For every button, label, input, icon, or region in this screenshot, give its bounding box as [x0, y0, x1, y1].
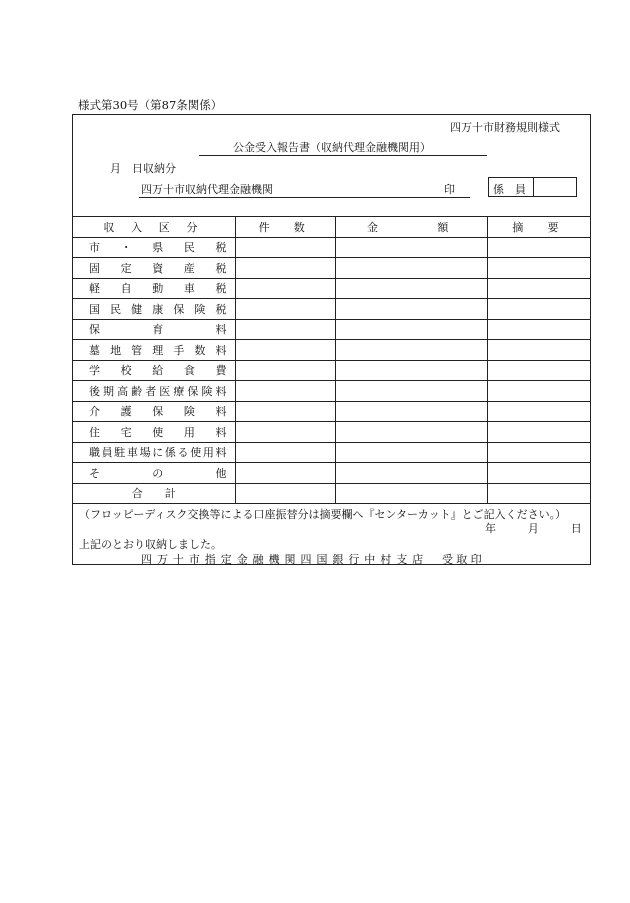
category-label: 市・県民税 — [73, 237, 235, 258]
table-row — [73, 340, 590, 361]
amount-cell[interactable] — [335, 381, 487, 402]
remarks-cell[interactable] — [487, 401, 590, 422]
count-cell[interactable] — [235, 442, 335, 463]
category-label: 軽自動車税 — [73, 278, 235, 299]
date-fields: 年 月 日 — [485, 522, 586, 535]
receipt-seal: 受取印 — [442, 553, 485, 566]
amount-cell[interactable] — [335, 278, 487, 299]
table-row — [73, 360, 590, 381]
header-remarks: 摘 要 — [487, 217, 590, 238]
amount-cell[interactable] — [335, 340, 487, 361]
count-cell[interactable] — [235, 258, 335, 279]
table-row — [73, 422, 590, 443]
amount-cell[interactable] — [335, 237, 487, 258]
title-underline — [199, 155, 487, 156]
category-label: 保育料 — [73, 319, 235, 340]
receipt-statement: 上記のとおり収納しました。 — [79, 538, 222, 551]
remarks-cell[interactable] — [487, 463, 590, 484]
form-title: 公金受入報告書（収納代理金融機関用） — [233, 141, 431, 154]
total-count-cell[interactable] — [235, 483, 335, 504]
revenue-table — [73, 216, 590, 504]
count-cell[interactable] — [235, 319, 335, 340]
category-label: 後期高齢者医療保険料 — [73, 381, 235, 402]
amount-cell[interactable] — [335, 463, 487, 484]
count-cell[interactable] — [235, 463, 335, 484]
receiving-bank: 四万十市指定金融機関四国銀行中村支店 — [141, 553, 429, 566]
count-cell[interactable] — [235, 360, 335, 381]
remarks-cell[interactable] — [487, 381, 590, 402]
category-label: 学校給食費 — [73, 360, 235, 381]
table-row — [73, 442, 590, 463]
count-cell[interactable] — [235, 401, 335, 422]
amount-cell[interactable] — [335, 299, 487, 320]
category-label: 墓地管理手数料 — [73, 340, 235, 361]
header-amount: 金 額 — [335, 217, 487, 238]
count-cell[interactable] — [235, 278, 335, 299]
count-cell[interactable] — [235, 381, 335, 402]
remarks-cell[interactable] — [487, 299, 590, 320]
remarks-cell[interactable] — [487, 278, 590, 299]
category-label: 国民健康保険税 — [73, 299, 235, 320]
date-line: 月 日収納分 — [110, 162, 176, 175]
amount-cell[interactable] — [335, 422, 487, 443]
count-cell[interactable] — [235, 422, 335, 443]
table-row — [73, 299, 590, 320]
table-header-row — [73, 217, 590, 238]
amount-cell[interactable] — [335, 319, 487, 340]
agency-name: 四万十市収納代理金融機関 — [141, 183, 273, 196]
remarks-cell[interactable] — [487, 442, 590, 463]
total-amount-cell[interactable] — [335, 483, 487, 504]
staff-label: 係 員 — [493, 183, 526, 196]
table-row — [73, 237, 590, 258]
category-label: 職員駐車場に係る使用料 — [73, 442, 235, 463]
remarks-cell[interactable] — [487, 340, 590, 361]
table-row — [73, 258, 590, 279]
remarks-cell[interactable] — [487, 422, 590, 443]
total-label: 合 計 — [73, 483, 235, 504]
total-remarks-cell[interactable] — [487, 483, 590, 504]
table-row — [73, 381, 590, 402]
amount-cell[interactable] — [335, 442, 487, 463]
count-cell[interactable] — [235, 340, 335, 361]
category-label: 固定資産税 — [73, 258, 235, 279]
agency-underline — [139, 197, 470, 198]
remarks-cell[interactable] — [487, 258, 590, 279]
table-row — [73, 319, 590, 340]
count-cell[interactable] — [235, 237, 335, 258]
table-row — [73, 401, 590, 422]
table-row — [73, 278, 590, 299]
header-category: 収 入 区 分 — [73, 217, 235, 238]
category-label: 介護保険料 — [73, 401, 235, 422]
header-count: 件 数 — [235, 217, 335, 238]
report-frame — [72, 114, 591, 565]
total-row — [73, 483, 590, 504]
staff-stamp-field[interactable] — [533, 177, 577, 197]
amount-cell[interactable] — [335, 258, 487, 279]
seal-mark: 印 — [444, 183, 455, 196]
remarks-cell[interactable] — [487, 360, 590, 381]
amount-cell[interactable] — [335, 401, 487, 422]
count-cell[interactable] — [235, 299, 335, 320]
amount-cell[interactable] — [335, 360, 487, 381]
category-label: 住宅使用料 — [73, 422, 235, 443]
form-number: 様式第30号（第87条関係） — [78, 98, 223, 112]
table-row — [73, 463, 590, 484]
remarks-cell[interactable] — [487, 237, 590, 258]
cutover-note: （フロッピーディスク交換等による口座振替分は摘要欄へ『センターカット』とご記入ください。） — [79, 508, 567, 521]
remarks-cell[interactable] — [487, 319, 590, 340]
category-label: その他 — [73, 463, 235, 484]
regulation-label: 四万十市財務規則様式 — [450, 121, 560, 134]
